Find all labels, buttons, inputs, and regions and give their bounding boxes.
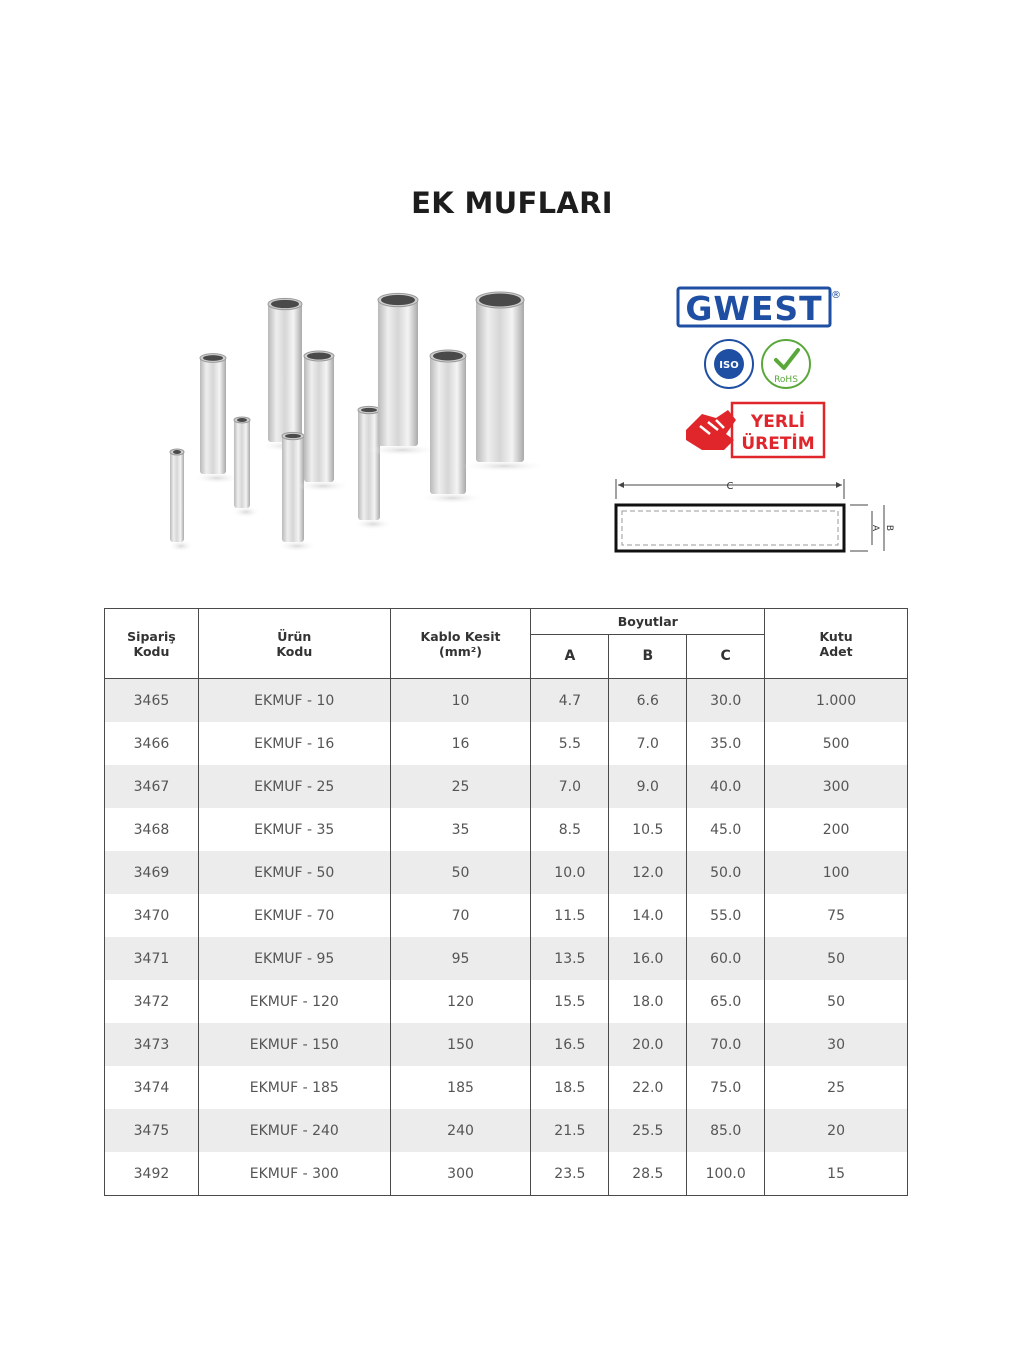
dim-a-cell: 18.5 <box>531 1066 609 1109</box>
product-code-cell: EKMUF - 50 <box>198 851 390 894</box>
dim-b-cell: 9.0 <box>609 765 687 808</box>
cable-section-cell: 95 <box>390 937 531 980</box>
page-title: EK MUFLARI <box>411 186 613 220</box>
yerli-text: YERLİ <box>750 412 806 432</box>
product-code-cell: EKMUF - 120 <box>198 980 390 1023</box>
dim-a-cell: 4.7 <box>531 679 609 723</box>
dim-a-cell: 7.0 <box>531 765 609 808</box>
order-code-cell: 3474 <box>105 1066 199 1109</box>
order-code-cell: 3473 <box>105 1023 199 1066</box>
product-code-cell: EKMUF - 70 <box>198 894 390 937</box>
cable-section-cell: 185 <box>390 1066 531 1109</box>
local-production-badge <box>682 400 827 460</box>
table-row <box>105 851 908 894</box>
cable-section-cell: 70 <box>390 894 531 937</box>
header-dim-b: B <box>609 635 687 679</box>
box-qty-cell: 50 <box>765 937 908 980</box>
product-code-cell: EKMUF - 240 <box>198 1109 390 1152</box>
order-code-cell: 3475 <box>105 1109 199 1152</box>
dim-c-cell: 60.0 <box>687 937 765 980</box>
order-code-cell: 3466 <box>105 722 199 765</box>
cable-section-cell: 240 <box>390 1109 531 1152</box>
dimension-diagram <box>610 475 910 565</box>
table-row <box>105 722 908 765</box>
sleeve-tube <box>430 354 466 494</box>
dim-b-cell: 22.0 <box>609 1066 687 1109</box>
product-code-cell: EKMUF - 16 <box>198 722 390 765</box>
dim-c-cell: 35.0 <box>687 722 765 765</box>
rohs-label: RoHS <box>774 375 798 385</box>
order-code-cell: 3468 <box>105 808 199 851</box>
header-dim-c: C <box>687 635 765 679</box>
header-product-code: Ürün Kodu <box>198 609 390 679</box>
order-code-cell: 3467 <box>105 765 199 808</box>
spec-table <box>104 608 908 1196</box>
order-code-cell: 3471 <box>105 937 199 980</box>
dim-c-cell: 75.0 <box>687 1066 765 1109</box>
product-code-cell: EKMUF - 95 <box>198 937 390 980</box>
dim-b-cell: 25.5 <box>609 1109 687 1152</box>
dim-b-cell: 7.0 <box>609 722 687 765</box>
dim-a-cell: 8.5 <box>531 808 609 851</box>
dim-a-cell: 21.5 <box>531 1109 609 1152</box>
product-code-cell: EKMUF - 10 <box>198 679 390 723</box>
product-code-cell: EKMUF - 150 <box>198 1023 390 1066</box>
dim-b-cell: 6.6 <box>609 679 687 723</box>
order-code-cell: 3470 <box>105 894 199 937</box>
dim-b-cell: 28.5 <box>609 1152 687 1196</box>
dim-b-cell: 18.0 <box>609 980 687 1023</box>
table-row <box>105 765 908 808</box>
sleeve-tube <box>378 298 418 446</box>
dim-a-cell: 5.5 <box>531 722 609 765</box>
dim-b-cell: 20.0 <box>609 1023 687 1066</box>
cable-section-cell: 16 <box>390 722 531 765</box>
box-qty-cell: 200 <box>765 808 908 851</box>
cable-section-cell: 150 <box>390 1023 531 1066</box>
cable-section-cell: 50 <box>390 851 531 894</box>
product-code-cell: EKMUF - 300 <box>198 1152 390 1196</box>
dim-a-cell: 13.5 <box>531 937 609 980</box>
table-row <box>105 894 908 937</box>
iso-certified-badge <box>703 338 755 390</box>
rohs-badge <box>760 338 812 390</box>
cable-section-cell: 300 <box>390 1152 531 1196</box>
table-row <box>105 1109 908 1152</box>
header-order-code: Sipariş Kodu <box>105 609 199 679</box>
box-qty-cell: 30 <box>765 1023 908 1066</box>
sleeve-tube <box>358 408 380 520</box>
sleeve-tube <box>476 298 524 462</box>
header-dimensions: Boyutlar <box>531 609 765 635</box>
box-qty-cell: 15 <box>765 1152 908 1196</box>
table-row <box>105 1152 908 1196</box>
box-qty-cell: 20 <box>765 1109 908 1152</box>
sleeve-tube <box>234 418 250 508</box>
box-qty-cell: 100 <box>765 851 908 894</box>
dimension-a-label: A <box>870 524 880 532</box>
cable-section-cell: 10 <box>390 679 531 723</box>
gwest-logo <box>676 284 846 332</box>
box-qty-cell: 75 <box>765 894 908 937</box>
dim-c-cell: 70.0 <box>687 1023 765 1066</box>
product-code-cell: EKMUF - 25 <box>198 765 390 808</box>
sleeve-tube <box>170 450 184 542</box>
dim-c-cell: 55.0 <box>687 894 765 937</box>
dim-c-cell: 30.0 <box>687 679 765 723</box>
dim-a-cell: 15.5 <box>531 980 609 1023</box>
dim-a-cell: 11.5 <box>531 894 609 937</box>
dim-a-cell: 23.5 <box>531 1152 609 1196</box>
dim-c-cell: 50.0 <box>687 851 765 894</box>
order-code-cell: 3492 <box>105 1152 199 1196</box>
header-cable-section: Kablo Kesit (mm²) <box>390 609 531 679</box>
dim-b-cell: 16.0 <box>609 937 687 980</box>
handshake-icon <box>686 410 736 450</box>
order-code-cell: 3472 <box>105 980 199 1023</box>
box-qty-cell: 300 <box>765 765 908 808</box>
sleeve-outline <box>616 505 844 551</box>
dim-c-cell: 85.0 <box>687 1109 765 1152</box>
uretim-text: ÜRETİM <box>741 434 815 454</box>
sleeve-tube <box>268 302 302 442</box>
registered-mark: ® <box>831 290 841 301</box>
dimension-c-label: C <box>726 481 734 492</box>
dim-a-cell: 16.5 <box>531 1023 609 1066</box>
dim-b-cell: 12.0 <box>609 851 687 894</box>
dim-b-cell: 14.0 <box>609 894 687 937</box>
box-qty-cell: 500 <box>765 722 908 765</box>
dim-c-cell: 40.0 <box>687 765 765 808</box>
cable-section-cell: 25 <box>390 765 531 808</box>
header-box-qty: Kutu Adet <box>765 609 908 679</box>
dim-c-cell: 65.0 <box>687 980 765 1023</box>
box-qty-cell: 25 <box>765 1066 908 1109</box>
box-qty-cell: 50 <box>765 980 908 1023</box>
table-row <box>105 980 908 1023</box>
iso-label: ISO <box>719 360 739 371</box>
dimension-b-label: B <box>884 524 894 532</box>
product-code-cell: EKMUF - 35 <box>198 808 390 851</box>
sleeve-tube <box>200 356 226 474</box>
table-row <box>105 1066 908 1109</box>
dim-b-cell: 10.5 <box>609 808 687 851</box>
dim-a-cell: 10.0 <box>531 851 609 894</box>
box-qty-cell: 1.000 <box>765 679 908 723</box>
product-photo <box>140 280 560 570</box>
dim-c-cell: 100.0 <box>687 1152 765 1196</box>
cable-section-cell: 120 <box>390 980 531 1023</box>
order-code-cell: 3469 <box>105 851 199 894</box>
table-row <box>105 679 908 723</box>
dim-c-cell: 45.0 <box>687 808 765 851</box>
sleeve-tube <box>304 354 334 482</box>
table-row <box>105 808 908 851</box>
table-row <box>105 937 908 980</box>
order-code-cell: 3465 <box>105 679 199 723</box>
gwest-logo-text: GWEST <box>685 289 823 328</box>
cable-section-cell: 35 <box>390 808 531 851</box>
table-row <box>105 1023 908 1066</box>
header-dim-a: A <box>531 635 609 679</box>
product-code-cell: EKMUF - 185 <box>198 1066 390 1109</box>
